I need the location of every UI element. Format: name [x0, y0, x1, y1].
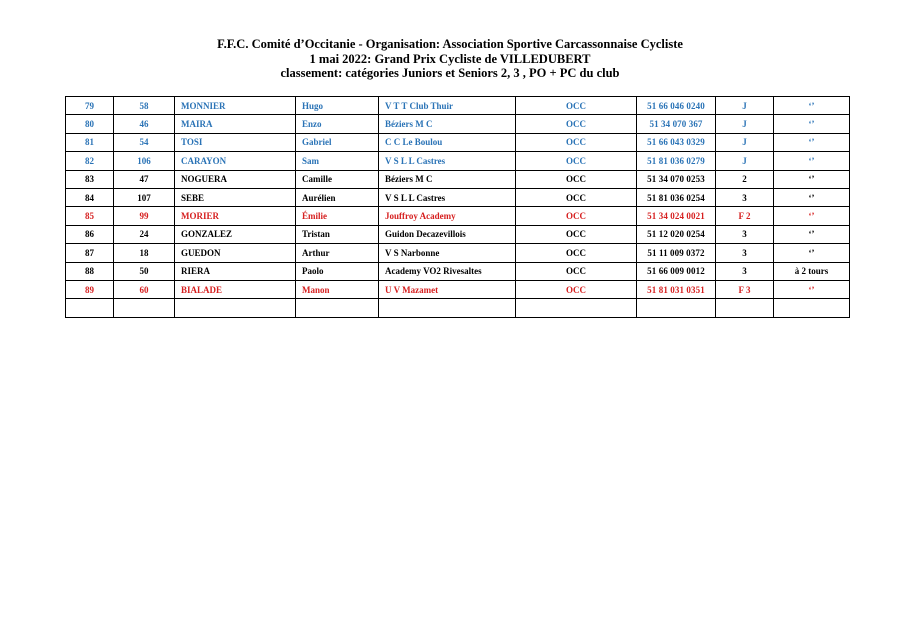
- table-row: [66, 262, 850, 280]
- cell-prenom: Manon: [296, 280, 379, 298]
- cell-dossard: 60: [114, 280, 175, 298]
- cell-licence: 51 66 046 0240: [637, 97, 716, 115]
- cell-categorie: 3: [716, 262, 774, 280]
- header-line-event: 1 mai 2022: Grand Prix Cycliste de VILLEDUBERT: [309, 51, 591, 66]
- cell-empty: [66, 299, 114, 317]
- cell-licence: 51 34 070 367: [637, 115, 716, 133]
- cell-empty: [716, 299, 774, 317]
- table-row: [66, 152, 850, 170]
- cell-licence: 51 34 024 0021: [637, 207, 716, 225]
- cell-nom: TOSI: [175, 133, 296, 151]
- cell-ecart: ‘’: [774, 244, 850, 262]
- table-row: [66, 115, 850, 133]
- cell-categorie: 3: [716, 188, 774, 206]
- cell-prenom: Hugo: [296, 97, 379, 115]
- cell-club: V S L L Castres: [379, 152, 516, 170]
- table-row: [66, 97, 850, 115]
- table-row-empty: [66, 299, 850, 317]
- cell-licence: 51 81 036 0254: [637, 188, 716, 206]
- cell-ecart: ‘’: [774, 97, 850, 115]
- cell-ecart: ‘’: [774, 207, 850, 225]
- cell-empty: [296, 299, 379, 317]
- cell-prenom: Camille: [296, 170, 379, 188]
- table-row: [66, 170, 850, 188]
- cell-club: Academy VO2 Rivesaltes: [379, 262, 516, 280]
- cell-nom: GUEDON: [175, 244, 296, 262]
- cell-empty: [774, 299, 850, 317]
- cell-nom: MONNIER: [175, 97, 296, 115]
- cell-licence: 51 81 031 0351: [637, 280, 716, 298]
- cell-licence: 51 66 043 0329: [637, 133, 716, 151]
- cell-comite: OCC: [516, 262, 637, 280]
- table-row: [66, 280, 850, 298]
- cell-ecart: ‘’: [774, 280, 850, 298]
- cell-comite: OCC: [516, 225, 637, 243]
- cell-categorie: F 2: [716, 207, 774, 225]
- cell-club: Béziers M C: [379, 170, 516, 188]
- cell-ecart: ‘’: [774, 115, 850, 133]
- cell-nom: SEBE: [175, 188, 296, 206]
- cell-dossard: 107: [114, 188, 175, 206]
- cell-nom: BIALADE: [175, 280, 296, 298]
- cell-categorie: J: [716, 152, 774, 170]
- cell-place: 84: [66, 188, 114, 206]
- cell-licence: 51 11 009 0372: [637, 244, 716, 262]
- cell-comite: OCC: [516, 170, 637, 188]
- results-body: [66, 97, 850, 318]
- cell-licence: 51 66 009 0012: [637, 262, 716, 280]
- cell-place: 86: [66, 225, 114, 243]
- table-row: [66, 133, 850, 151]
- cell-prenom: Arthur: [296, 244, 379, 262]
- cell-dossard: 46: [114, 115, 175, 133]
- cell-club: C C Le Boulou: [379, 133, 516, 151]
- table-row: [66, 207, 850, 225]
- cell-categorie: J: [716, 97, 774, 115]
- cell-place: 88: [66, 262, 114, 280]
- cell-comite: OCC: [516, 152, 637, 170]
- cell-place: 85: [66, 207, 114, 225]
- cell-prenom: Sam: [296, 152, 379, 170]
- cell-place: 80: [66, 115, 114, 133]
- cell-dossard: 18: [114, 244, 175, 262]
- cell-comite: OCC: [516, 188, 637, 206]
- cell-nom: NOGUERA: [175, 170, 296, 188]
- cell-licence: 51 81 036 0279: [637, 152, 716, 170]
- cell-comite: OCC: [516, 115, 637, 133]
- cell-ecart: ‘’: [774, 188, 850, 206]
- cell-place: 89: [66, 280, 114, 298]
- cell-prenom: Paolo: [296, 262, 379, 280]
- cell-ecart: ‘’: [774, 170, 850, 188]
- cell-dossard: 99: [114, 207, 175, 225]
- cell-ecart: à 2 tours: [774, 262, 850, 280]
- cell-categorie: 3: [716, 244, 774, 262]
- cell-club: Guidon Decazevillois: [379, 225, 516, 243]
- cell-comite: OCC: [516, 280, 637, 298]
- header-line-classement: classement: catégories Juniors et Seniors 2, 3 , PO + PC du club: [280, 66, 620, 80]
- cell-club: Jouffroy Academy: [379, 207, 516, 225]
- cell-categorie: F 3: [716, 280, 774, 298]
- cell-dossard: 50: [114, 262, 175, 280]
- cell-club: V S L L Castres: [379, 188, 516, 206]
- cell-licence: 51 34 070 0253: [637, 170, 716, 188]
- cell-ecart: ‘’: [774, 152, 850, 170]
- cell-licence: 51 12 020 0254: [637, 225, 716, 243]
- results-table: [65, 96, 850, 318]
- cell-place: 87: [66, 244, 114, 262]
- cell-dossard: 106: [114, 152, 175, 170]
- cell-comite: OCC: [516, 244, 637, 262]
- cell-categorie: J: [716, 115, 774, 133]
- cell-comite: OCC: [516, 97, 637, 115]
- cell-dossard: 47: [114, 170, 175, 188]
- cell-club: V T T Club Thuir: [379, 97, 516, 115]
- cell-nom: MAIRA: [175, 115, 296, 133]
- cell-empty: [114, 299, 175, 317]
- cell-ecart: ‘’: [774, 225, 850, 243]
- cell-nom: MORIER: [175, 207, 296, 225]
- header-line-organisation: F.F.C. Comité d’Occitanie - Organisation: Association Sportive Carcassonnaise Cycliste: [217, 37, 683, 51]
- cell-dossard: 54: [114, 133, 175, 151]
- cell-prenom: Tristan: [296, 225, 379, 243]
- cell-place: 81: [66, 133, 114, 151]
- cell-prenom: Gabriel: [296, 133, 379, 151]
- cell-empty: [516, 299, 637, 317]
- cell-dossard: 58: [114, 97, 175, 115]
- cell-empty: [637, 299, 716, 317]
- cell-nom: CARAYON: [175, 152, 296, 170]
- cell-place: 83: [66, 170, 114, 188]
- cell-club: U V Mazamet: [379, 280, 516, 298]
- cell-empty: [175, 299, 296, 317]
- cell-nom: GONZALEZ: [175, 225, 296, 243]
- cell-comite: OCC: [516, 133, 637, 151]
- cell-ecart: ‘’: [774, 133, 850, 151]
- cell-categorie: 2: [716, 170, 774, 188]
- table-row: [66, 225, 850, 243]
- cell-nom: RIERA: [175, 262, 296, 280]
- cell-comite: OCC: [516, 207, 637, 225]
- cell-club: Béziers M C: [379, 115, 516, 133]
- document-header: [0, 37, 900, 81]
- table-row: [66, 244, 850, 262]
- cell-prenom: Enzo: [296, 115, 379, 133]
- cell-categorie: J: [716, 133, 774, 151]
- cell-prenom: Émilie: [296, 207, 379, 225]
- cell-prenom: Aurélien: [296, 188, 379, 206]
- cell-club: V S Narbonne: [379, 244, 516, 262]
- cell-dossard: 24: [114, 225, 175, 243]
- table-row: [66, 188, 850, 206]
- cell-empty: [379, 299, 516, 317]
- cell-place: 79: [66, 97, 114, 115]
- cell-place: 82: [66, 152, 114, 170]
- cell-categorie: 3: [716, 225, 774, 243]
